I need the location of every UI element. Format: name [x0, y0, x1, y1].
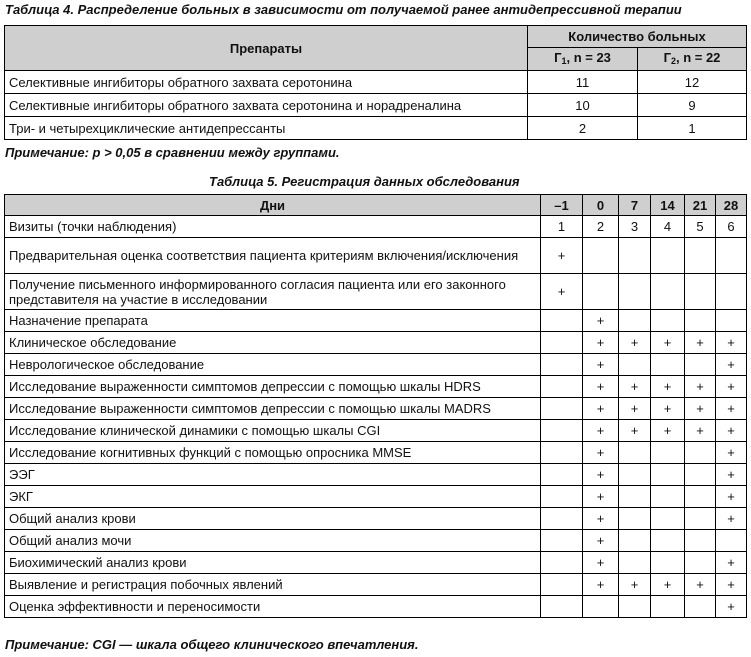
- schedule-cell: [651, 530, 685, 552]
- procedure-label: Выявление и регистрация побочных явлений: [5, 574, 541, 596]
- schedule-cell: [541, 332, 583, 354]
- schedule-cell: +: [583, 332, 619, 354]
- schedule-cell: +: [651, 420, 685, 442]
- table-row: [5, 530, 747, 552]
- schedule-cell: +: [619, 376, 651, 398]
- schedule-cell: +: [716, 486, 747, 508]
- schedule-cell: +: [583, 508, 619, 530]
- schedule-cell: [685, 596, 716, 618]
- schedule-cell: [685, 238, 716, 274]
- procedure-label: Получение письменного информированного согласия пациента или его законного представителя на участие в исследовании: [5, 274, 541, 310]
- procedure-label: Предварительная оценка соответствия пациента критериям включения/исключения: [5, 238, 541, 274]
- schedule-cell: [651, 274, 685, 310]
- table-row: [5, 486, 747, 508]
- schedule-cell: [716, 274, 747, 310]
- schedule-cell: +: [619, 420, 651, 442]
- day-header: 21: [685, 195, 716, 216]
- schedule-cell: +: [541, 274, 583, 310]
- table-row: [5, 71, 747, 94]
- schedule-cell: +: [685, 398, 716, 420]
- schedule-cell: [619, 486, 651, 508]
- table5-caption: Таблица 5. Регистрация данных обследования: [209, 174, 520, 189]
- schedule-cell: +: [583, 574, 619, 596]
- table-row: [5, 464, 747, 486]
- schedule-cell: [685, 274, 716, 310]
- schedule-cell: +: [651, 574, 685, 596]
- header-drugs: Препараты: [5, 26, 528, 71]
- schedule-cell: +: [583, 398, 619, 420]
- schedule-cell: [685, 442, 716, 464]
- table-row: [5, 310, 747, 332]
- schedule-cell: [541, 310, 583, 332]
- table-row: [5, 117, 747, 140]
- schedule-cell: +: [583, 530, 619, 552]
- schedule-cell: [541, 354, 583, 376]
- schedule-cell: +: [716, 552, 747, 574]
- schedule-cell: [716, 238, 747, 274]
- schedule-cell: +: [716, 354, 747, 376]
- schedule-cell: +: [651, 398, 685, 420]
- days-header-row: [5, 195, 747, 216]
- procedure-label: Исследование клинической динамики с помощью шкалы CGI: [5, 420, 541, 442]
- schedule-cell: [541, 596, 583, 618]
- table-row: [5, 398, 747, 420]
- table-row: [5, 354, 747, 376]
- schedule-cell: [583, 274, 619, 310]
- schedule-cell: [716, 310, 747, 332]
- drug-distribution-table: [4, 25, 747, 140]
- drug-name: Селективные ингибиторы обратного захвата серотонина: [5, 71, 528, 94]
- schedule-cell: +: [716, 574, 747, 596]
- table-row: [5, 94, 747, 117]
- header-group-1: $Г_1$, n = 23: [528, 48, 638, 71]
- schedule-cell: [541, 530, 583, 552]
- table-row: [5, 332, 747, 354]
- examination-schedule-table: [4, 194, 747, 618]
- schedule-cell: [685, 464, 716, 486]
- table-row: [5, 376, 747, 398]
- schedule-cell: [685, 530, 716, 552]
- schedule-cell: +: [716, 398, 747, 420]
- schedule-cell: +: [583, 310, 619, 332]
- schedule-cell: [541, 464, 583, 486]
- group-1-count: 11: [528, 71, 638, 94]
- schedule-cell: [651, 552, 685, 574]
- schedule-cell: [685, 552, 716, 574]
- procedure-label: ЭКГ: [5, 486, 541, 508]
- schedule-cell: [651, 442, 685, 464]
- schedule-cell: 4: [651, 216, 685, 238]
- schedule-cell: 5: [685, 216, 716, 238]
- day-header: 28: [716, 195, 747, 216]
- procedure-label: ЭЭГ: [5, 464, 541, 486]
- table-row: [5, 420, 747, 442]
- schedule-cell: 3: [619, 216, 651, 238]
- schedule-cell: +: [685, 574, 716, 596]
- schedule-cell: +: [619, 574, 651, 596]
- schedule-cell: [541, 574, 583, 596]
- schedule-cell: +: [716, 420, 747, 442]
- schedule-cell: [651, 486, 685, 508]
- procedure-label: Биохимический анализ крови: [5, 552, 541, 574]
- schedule-cell: +: [685, 376, 716, 398]
- day-header: –1: [541, 195, 583, 216]
- schedule-cell: [651, 508, 685, 530]
- schedule-cell: +: [685, 332, 716, 354]
- procedure-label: Исследование выраженности симптомов депрессии с помощью шкалы HDRS: [5, 376, 541, 398]
- schedule-cell: [619, 552, 651, 574]
- table-row: [5, 238, 747, 274]
- schedule-cell: 1: [541, 216, 583, 238]
- table-row: [5, 216, 747, 238]
- procedure-label: Общий анализ крови: [5, 508, 541, 530]
- schedule-cell: +: [583, 464, 619, 486]
- schedule-cell: +: [541, 238, 583, 274]
- day-header: 7: [619, 195, 651, 216]
- schedule-cell: [541, 420, 583, 442]
- group-1-count: 2: [528, 117, 638, 140]
- schedule-cell: [619, 274, 651, 310]
- group-1-count: 10: [528, 94, 638, 117]
- schedule-cell: +: [651, 332, 685, 354]
- schedule-cell: [685, 310, 716, 332]
- schedule-cell: [651, 354, 685, 376]
- schedule-cell: [541, 508, 583, 530]
- procedure-label: Визиты (точки наблюдения): [5, 216, 541, 238]
- schedule-cell: [583, 596, 619, 618]
- schedule-cell: +: [583, 442, 619, 464]
- schedule-cell: +: [716, 508, 747, 530]
- day-header: 14: [651, 195, 685, 216]
- schedule-cell: [541, 486, 583, 508]
- drug-name: Три- и четырехциклические антидепрессанты: [5, 117, 528, 140]
- procedure-label: Клиническое обследование: [5, 332, 541, 354]
- schedule-cell: +: [716, 376, 747, 398]
- schedule-cell: +: [716, 596, 747, 618]
- procedure-label: Неврологическое обследование: [5, 354, 541, 376]
- schedule-cell: [619, 596, 651, 618]
- schedule-cell: [541, 376, 583, 398]
- procedure-label: Оценка эффективности и переносимости: [5, 596, 541, 618]
- group-2-count: 12: [638, 71, 747, 94]
- schedule-cell: [619, 238, 651, 274]
- group-2-count: 1: [638, 117, 747, 140]
- schedule-cell: +: [619, 398, 651, 420]
- schedule-cell: +: [716, 332, 747, 354]
- table-row: [5, 596, 747, 618]
- schedule-cell: +: [583, 376, 619, 398]
- table4-note: Примечание: p > 0,05 в сравнении между группами.: [5, 145, 340, 160]
- schedule-cell: [651, 464, 685, 486]
- table5-note: Примечание: CGI — шкала общего клинического впечатления.: [5, 637, 419, 652]
- schedule-cell: +: [583, 354, 619, 376]
- schedule-cell: [651, 238, 685, 274]
- schedule-cell: [685, 354, 716, 376]
- schedule-cell: [619, 508, 651, 530]
- day-header: 0: [583, 195, 619, 216]
- table-row: [5, 508, 747, 530]
- procedure-label: Общий анализ мочи: [5, 530, 541, 552]
- schedule-cell: [716, 530, 747, 552]
- table-row: [5, 552, 747, 574]
- schedule-cell: +: [685, 420, 716, 442]
- table-row: [5, 274, 747, 310]
- schedule-cell: 2: [583, 216, 619, 238]
- schedule-cell: [651, 596, 685, 618]
- procedure-label: Исследование выраженности симптомов депрессии с помощью шкалы MADRS: [5, 398, 541, 420]
- schedule-cell: [583, 238, 619, 274]
- drug-name: Селективные ингибиторы обратного захвата серотонина и норадреналина: [5, 94, 528, 117]
- schedule-cell: 6: [716, 216, 747, 238]
- schedule-cell: +: [583, 420, 619, 442]
- schedule-cell: +: [651, 376, 685, 398]
- procedure-label: Исследование когнитивных функций с помощью опросника MMSE: [5, 442, 541, 464]
- procedure-label: Назначение препарата: [5, 310, 541, 332]
- group-2-count: 9: [638, 94, 747, 117]
- table-row: [5, 442, 747, 464]
- header-patient-count: Количество больных: [528, 26, 747, 48]
- schedule-cell: [541, 442, 583, 464]
- schedule-cell: [619, 442, 651, 464]
- schedule-cell: +: [619, 332, 651, 354]
- schedule-cell: [685, 486, 716, 508]
- schedule-cell: [651, 310, 685, 332]
- schedule-cell: [541, 398, 583, 420]
- schedule-cell: [619, 464, 651, 486]
- header-days: Дни: [5, 195, 541, 216]
- schedule-cell: [619, 530, 651, 552]
- table4-caption: Таблица 4. Распределение больных в зависимости от получаемой ранее антидепрессивной терапии: [5, 2, 682, 17]
- schedule-cell: [619, 310, 651, 332]
- schedule-cell: +: [716, 464, 747, 486]
- schedule-cell: +: [583, 552, 619, 574]
- schedule-cell: [541, 552, 583, 574]
- header-group-2: $Г_2$, n = 22: [638, 48, 747, 71]
- schedule-cell: +: [716, 442, 747, 464]
- schedule-cell: [619, 354, 651, 376]
- table-row: [5, 574, 747, 596]
- schedule-cell: [685, 508, 716, 530]
- schedule-cell: +: [583, 486, 619, 508]
